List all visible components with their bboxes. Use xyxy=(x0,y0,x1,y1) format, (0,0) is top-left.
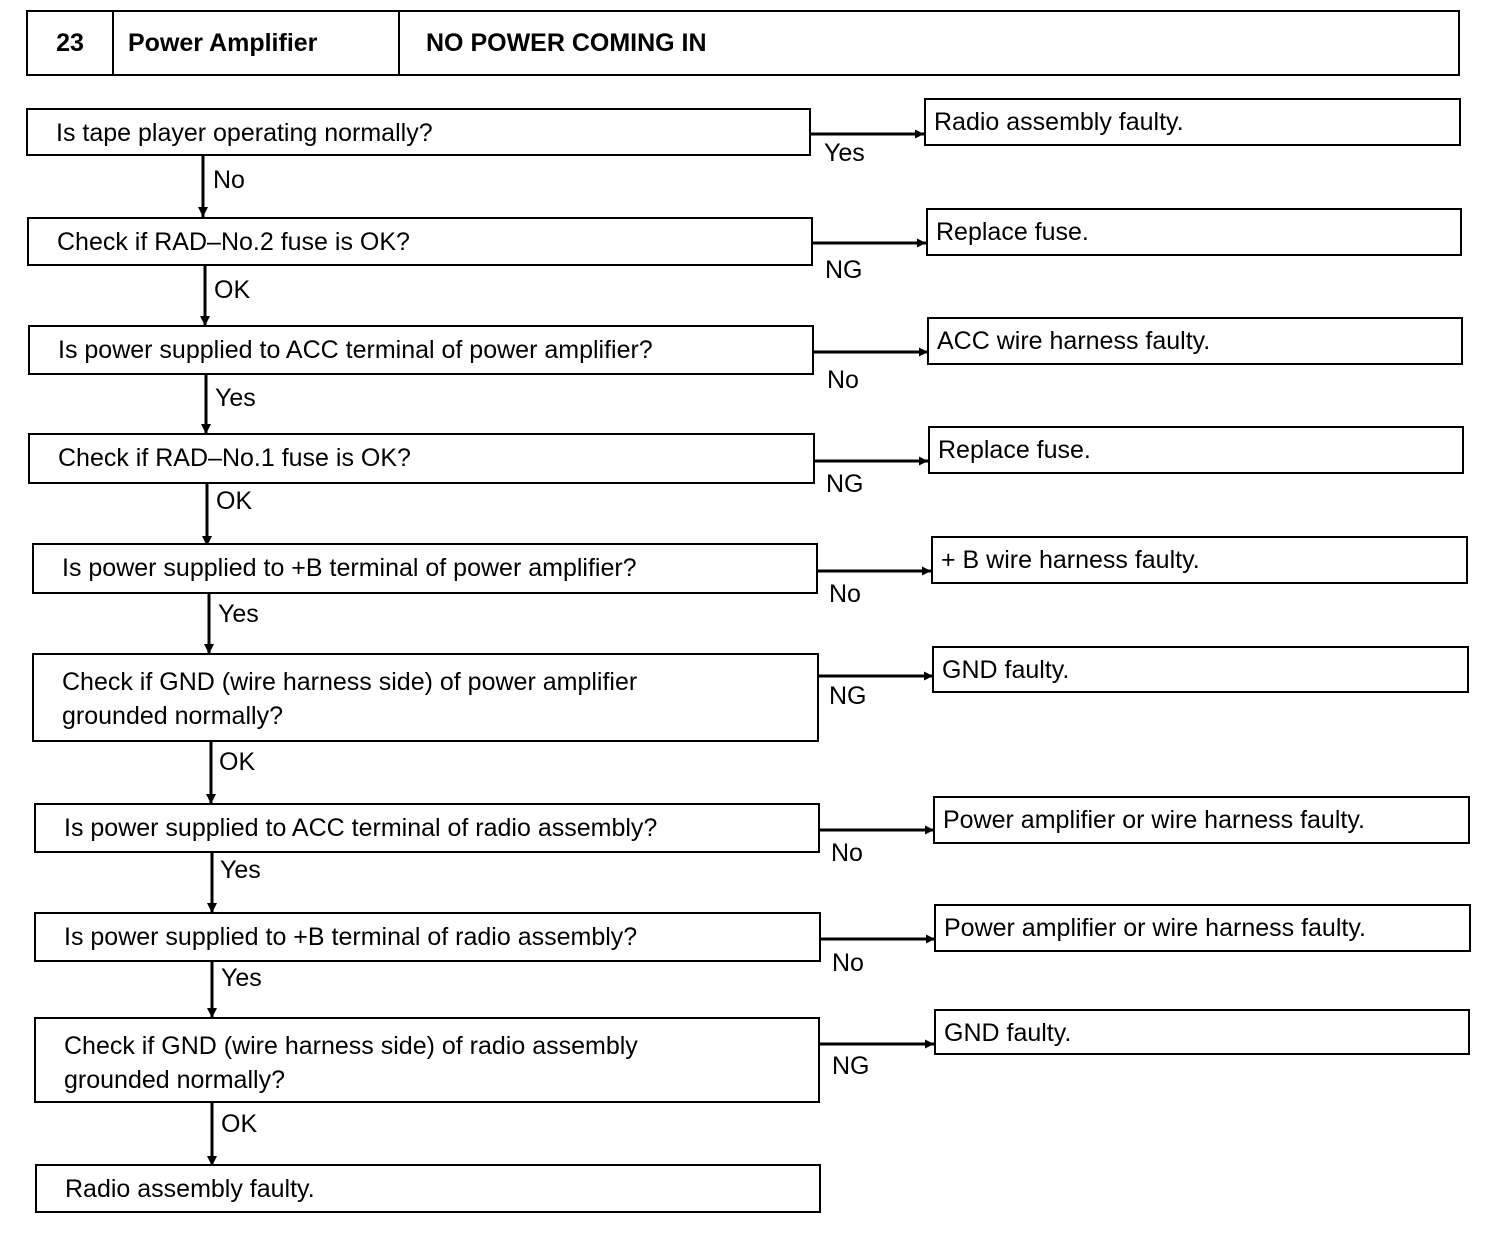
question-box-9: Check if GND (wire harness side) of radio assembly grounded normally? xyxy=(34,1017,820,1103)
branch-label-2: NG xyxy=(825,256,863,284)
branch-label-1: Yes xyxy=(824,139,865,167)
branch-label-7: No xyxy=(831,839,863,867)
continue-label-4: OK xyxy=(216,487,253,515)
question-box-4: Check if RAD–No.1 fuse is OK? xyxy=(28,433,815,484)
question-box-8: Is power supplied to +B terminal of radio assembly? xyxy=(34,912,821,962)
section-name: Power Amplifier xyxy=(114,12,400,74)
branch-label-3: No xyxy=(827,366,859,394)
result-box-3: ACC wire harness faulty. xyxy=(927,317,1463,365)
procedure-number: 23 xyxy=(28,12,114,74)
continue-label-9: OK xyxy=(221,1110,258,1138)
continue-label-6: OK xyxy=(219,748,256,776)
continue-label-7: Yes xyxy=(220,856,261,884)
question-box-7: Is power supplied to ACC terminal of radio assembly? xyxy=(34,803,820,853)
result-box-5: + B wire harness faulty. xyxy=(931,536,1468,584)
question-box-1: Is tape player operating normally? xyxy=(26,108,811,156)
result-box-1: Radio assembly faulty. xyxy=(924,98,1461,146)
continue-label-8: Yes xyxy=(221,964,262,992)
branch-label-9: NG xyxy=(832,1052,870,1080)
final-result-box: Radio assembly faulty. xyxy=(35,1164,821,1213)
continue-label-2: OK xyxy=(214,276,251,304)
branch-label-8: No xyxy=(832,949,864,977)
continue-label-5: Yes xyxy=(218,600,259,628)
question-box-5: Is power supplied to +B terminal of power amplifier? xyxy=(32,543,818,594)
continue-label-3: Yes xyxy=(215,384,256,412)
result-box-8: Power amplifier or wire harness faulty. xyxy=(934,904,1471,952)
branch-label-6: NG xyxy=(829,682,867,710)
question-box-2: Check if RAD–No.2 fuse is OK? xyxy=(27,217,813,266)
continue-label-1: No xyxy=(213,166,245,194)
question-box-3: Is power supplied to ACC terminal of power amplifier? xyxy=(28,325,814,375)
result-box-7: Power amplifier or wire harness faulty. xyxy=(933,796,1470,844)
result-box-2: Replace fuse. xyxy=(926,208,1462,256)
branch-label-5: No xyxy=(829,580,861,608)
result-box-9: GND faulty. xyxy=(934,1009,1470,1055)
question-box-6: Check if GND (wire harness side) of power amplifier grounded normally? xyxy=(32,653,819,742)
branch-label-4: NG xyxy=(826,470,864,498)
page-title: NO POWER COMING IN xyxy=(426,28,707,57)
result-box-4: Replace fuse. xyxy=(928,426,1464,474)
result-box-6: GND faulty. xyxy=(932,646,1469,693)
